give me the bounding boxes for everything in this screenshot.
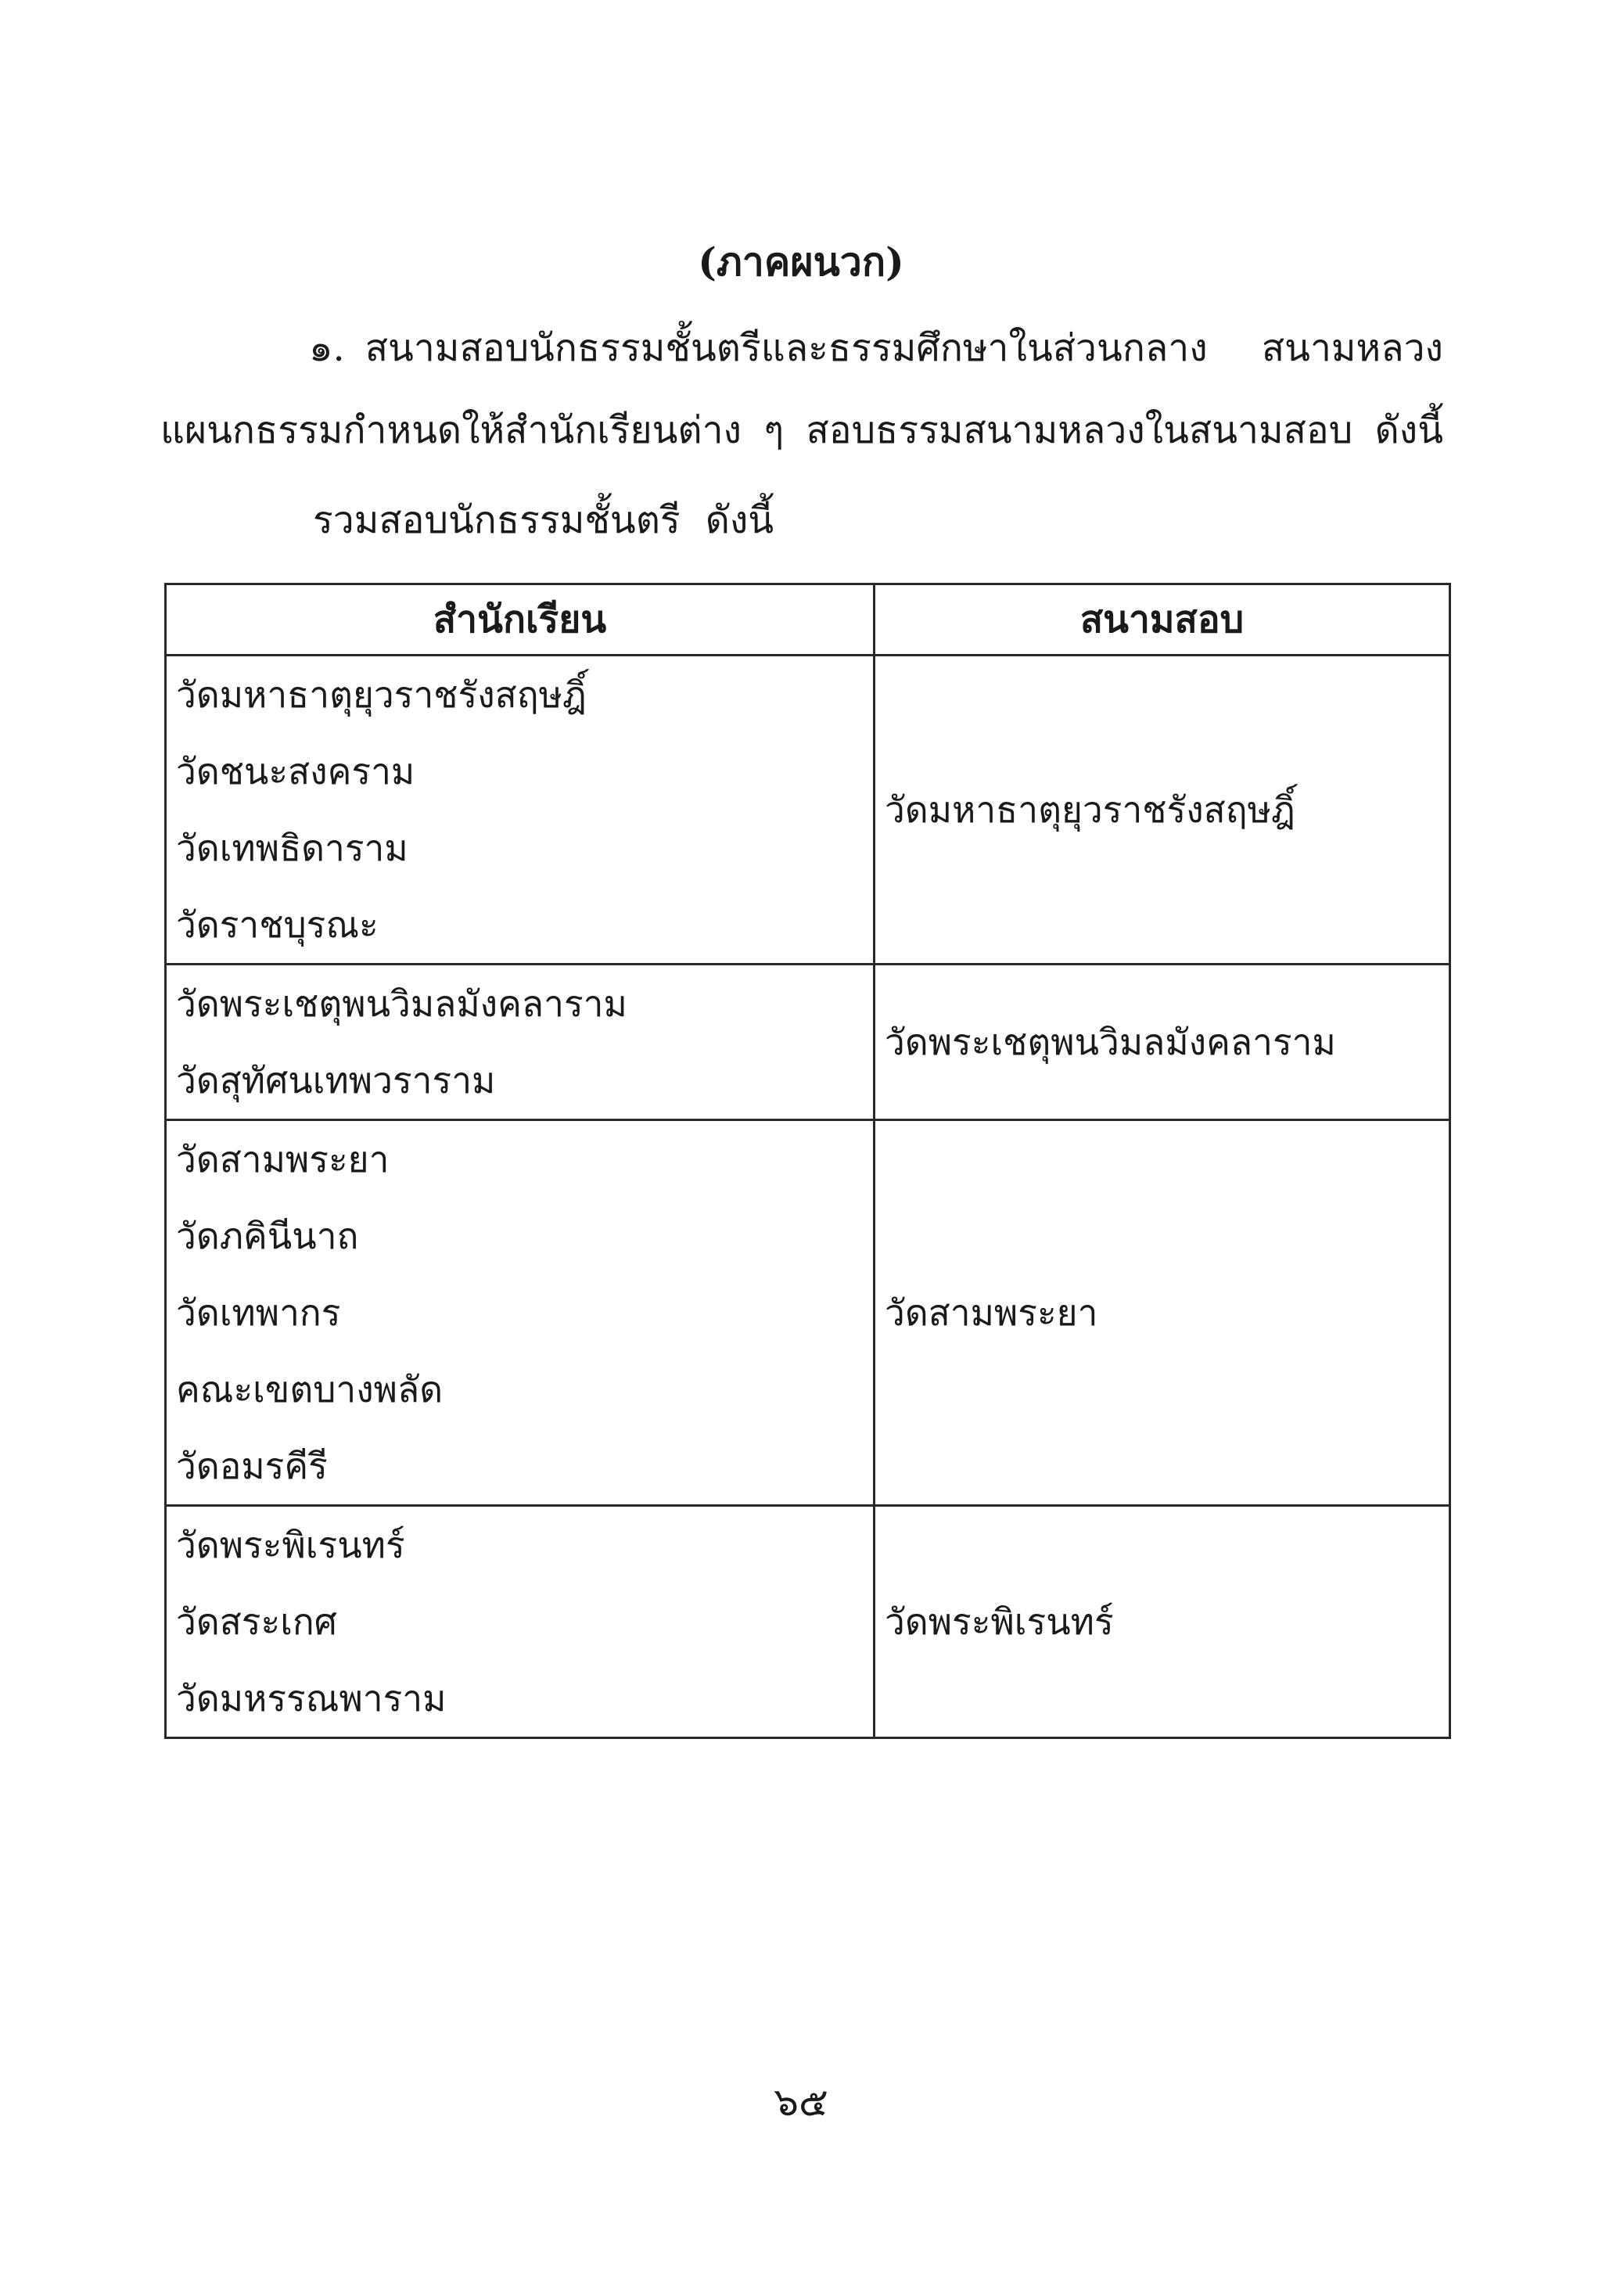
- school-list-cell: [166, 965, 875, 1120]
- school-name: วัดภคินีนาถ: [176, 1215, 359, 1257]
- table-row: [166, 1120, 1450, 1506]
- table-row: [166, 965, 1450, 1120]
- school-name: วัดอมรคีรี: [176, 1445, 328, 1487]
- school-list-cell: [166, 656, 875, 965]
- school-name: วัดเทพธิดาราม: [176, 827, 408, 869]
- table-header-row: [166, 584, 1450, 656]
- venue-name: วัดสามพระยา: [875, 1120, 1450, 1506]
- school-list-cell: [166, 1506, 875, 1738]
- subheading-suffix: ดังนี้: [705, 498, 774, 542]
- paragraph-phrase-5: ดังนี้: [1374, 408, 1443, 452]
- paragraph-line-2: [160, 403, 1443, 458]
- paragraph-phrase-3: แผนกธรรมกำหนดให้สำนักเรียนต่าง: [160, 408, 742, 452]
- paragraph-repeat-mark: ๆ: [763, 408, 785, 452]
- header-school: สำนักเรียน: [166, 584, 875, 656]
- school-name: วัดมหรรณพาราม: [176, 1677, 447, 1719]
- section-number: ๑.: [309, 326, 345, 370]
- paragraph-phrase-4: สอบธรรมสนามหลวงในสนามสอบ: [806, 408, 1353, 452]
- school-name: วัดเทพากร: [176, 1292, 341, 1334]
- venue-name: วัดพระพิเรนทร์: [875, 1506, 1450, 1738]
- exam-venue-table: [164, 583, 1451, 1739]
- school-name: วัดราชบุรณะ: [176, 904, 379, 946]
- school-name: วัดสามพระยา: [176, 1138, 390, 1180]
- school-list-cell: [166, 1120, 875, 1506]
- school-name: วัดสระเกศ: [176, 1601, 337, 1643]
- header-venue: สนามสอบ: [875, 584, 1450, 656]
- subheading-text: รวมสอบนักธรรมชั้นตรี: [313, 498, 681, 542]
- paragraph-line-1: [309, 321, 1443, 375]
- school-name: วัดมหาธาตุยุวราชรังสฤษฎิ์: [176, 674, 587, 716]
- school-name: วัดสุทัศนเทพวราราม: [176, 1059, 496, 1101]
- subheading-line: [313, 493, 774, 548]
- school-name: วัดชนะสงคราม: [176, 750, 415, 792]
- venue-name: วัดพระเชตุพนวิมลมังคลาราม: [875, 965, 1450, 1120]
- table-row: [166, 1506, 1450, 1738]
- page-heading: (ภาคผนวก): [698, 239, 904, 285]
- page-number: ๖๕: [774, 2079, 828, 2125]
- school-name: วัดพระพิเรนทร์: [176, 1524, 405, 1566]
- venue-name: วัดมหาธาตุยุวราชรังสฤษฎิ์: [875, 656, 1450, 965]
- paragraph-phrase-1: สนามสอบนักธรรมชั้นตรีและธรรมศึกษาในส่วนกลาง: [365, 326, 1208, 370]
- paragraph-first-phrase: [309, 321, 1208, 375]
- school-name: วัดพระเชตุพนวิมลมังคลาราม: [176, 983, 627, 1025]
- school-name: คณะเขตบางพลัด: [176, 1368, 444, 1410]
- paragraph-phrase-2: สนามหลวง: [1261, 326, 1443, 370]
- table-row: [166, 656, 1450, 965]
